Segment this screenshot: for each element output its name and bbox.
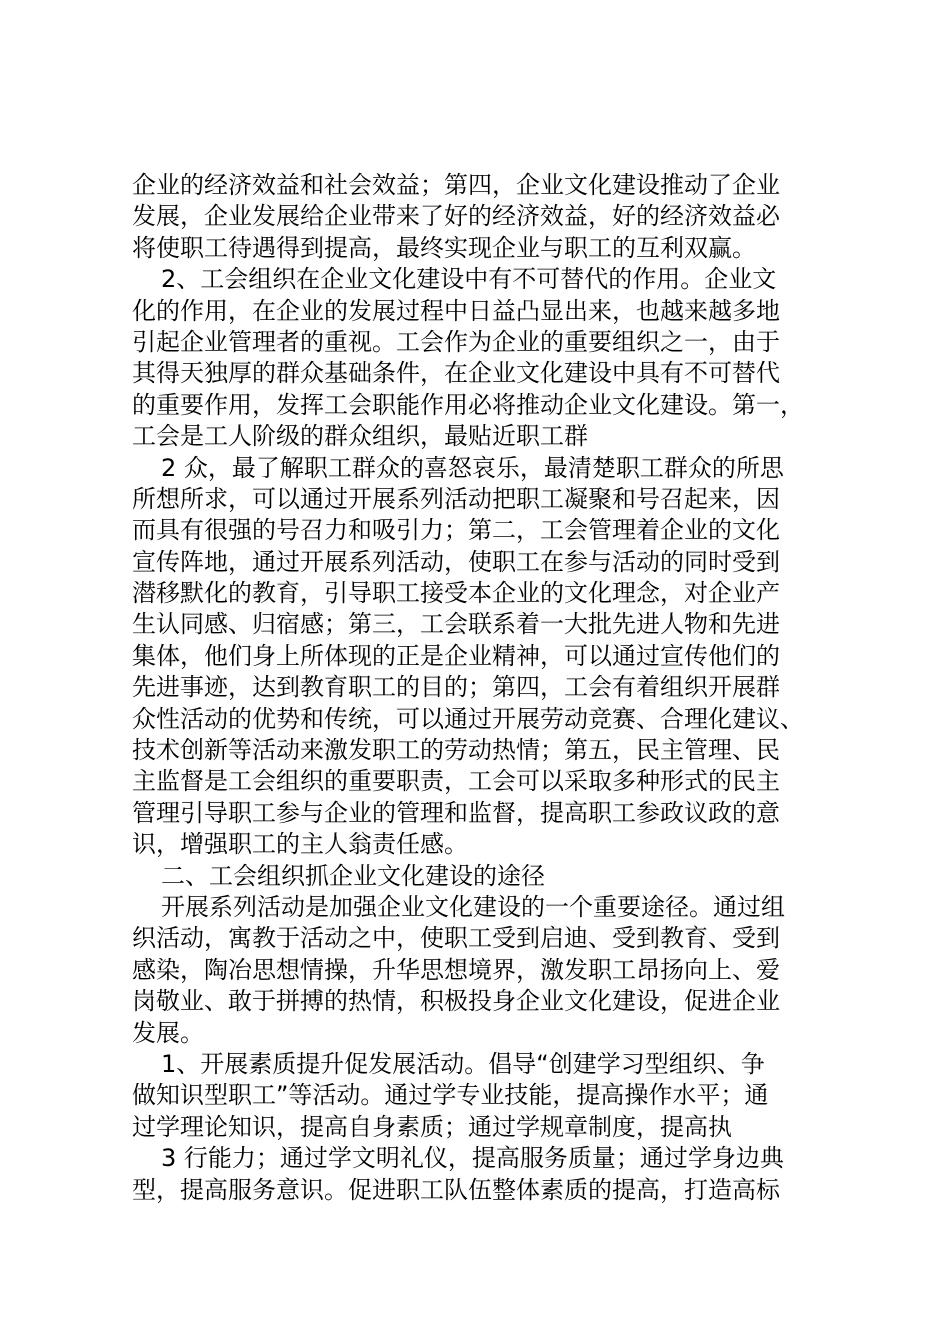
text-line: 众性活动的优势和传统，可以通过开展劳动竞赛、合理化建议、 xyxy=(132,704,804,733)
text-line: 发展，企业发展给企业带来了好的经济效益，好的经济效益必 xyxy=(132,202,780,231)
text-line: 3 行能力；通过学文明礼仪，提高服务质量；通过学身边典 xyxy=(161,1144,784,1173)
text-line: 先进事迹，达到教育职工的目的；第四，工会有着组织开展群 xyxy=(132,673,780,702)
text-line: 集体，他们身上所体现的正是企业精神，可以通过宣传他们的 xyxy=(132,641,780,670)
text-line: 化的作用，在企业的发展过程中日益凸显出来，也越来越多地 xyxy=(132,296,780,325)
text-line: 宣传阵地，通过开展系列活动，使职工在参与活动的同时受到 xyxy=(132,547,780,576)
text-line: 将使职工待遇得到提高，最终实现企业与职工的互利双赢。 xyxy=(132,233,756,262)
text-line: 1、开展素质提升促发展活动。倡导“创建学习型组织、争 xyxy=(161,1049,765,1078)
text-line: 的重要作用，发挥工会职能作用必将推动企业文化建设。第一， xyxy=(132,390,804,419)
text-line: 2 众，最了解职工群众的喜怒哀乐，最清楚职工群众的所思 xyxy=(161,453,784,482)
text-line: 潜移默化的教育，引导职工接受本企业的文化理念，对企业产 xyxy=(132,579,780,608)
text-line: 型，提高服务意识。促进职工队伍整体素质的提高，打造高标 xyxy=(132,1175,780,1204)
text-line: 引起企业管理者的重视。工会作为企业的重要组织之一，由于 xyxy=(132,327,780,356)
text-line: 岗敬业、敢于拼搏的热情，积极投身企业文化建设，促进企业 xyxy=(132,987,780,1016)
text-line: 管理引导职工参与企业的管理和监督，提高职工参政议政的意 xyxy=(132,798,780,827)
text-line: 工会是工人阶级的群众组织，最贴近职工群 xyxy=(132,422,588,451)
text-line: 感染，陶冶思想情操，升华思想境界，激发职工昂扬向上、爱 xyxy=(132,955,780,984)
text-line: 而具有很强的号召力和吸引力；第二，工会管理着企业的文化 xyxy=(132,516,780,545)
text-line: 生认同感、归宿感；第三，工会联系着一大批先进人物和先进 xyxy=(132,610,780,639)
text-line: 过学理论知识，提高自身素质；通过学规章制度，提高执 xyxy=(132,1112,732,1141)
text-line: 主监督是工会组织的重要职责，工会可以采取多种形式的民主 xyxy=(132,767,780,796)
text-line: 织活动，寓教于活动之中，使职工受到启迪、受到教育、受到 xyxy=(132,924,780,953)
text-line: 开展系列活动是加强企业文化建设的一个重要途径。通过组 xyxy=(161,892,785,921)
body-text xyxy=(132,170,832,1206)
text-line: 所想所求，可以通过开展系列活动把职工凝聚和号召起来，因 xyxy=(132,484,780,513)
section-heading: 二、工会组织抓企业文化建设的途径 xyxy=(161,861,545,890)
text-line: 技术创新等活动来激发职工的劳动热情；第五，民主管理、民 xyxy=(132,736,780,765)
text-line: 识，增强职工的主人翁责任感。 xyxy=(132,830,468,859)
text-line: 发展。 xyxy=(132,1018,204,1047)
text-line: 企业的经济效益和社会效益；第四，企业文化建设推动了企业 xyxy=(132,171,780,199)
text-line: 其得天独厚的群众基础条件，在企业文化建设中具有不可替代 xyxy=(132,359,780,388)
text-line: 2、工会组织在企业文化建设中有不可替代的作用。企业文 xyxy=(161,265,777,294)
text-line: 做知识型职工”等活动。通过学专业技能，提高操作水平；通 xyxy=(132,1081,769,1110)
